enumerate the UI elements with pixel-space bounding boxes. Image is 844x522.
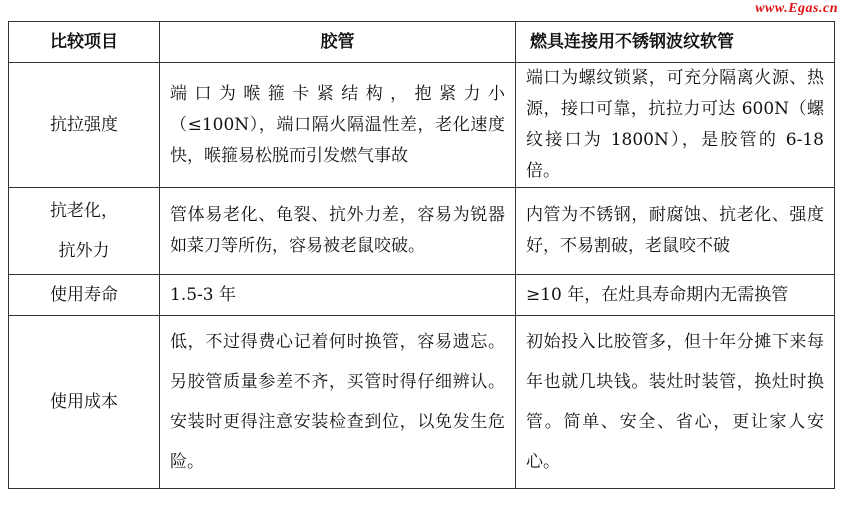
row-item-aging-label: 抗老化，抗外力	[50, 201, 118, 261]
row-item-lifespan: 使用寿命	[9, 275, 160, 316]
cell-steel-aging: 内管为不锈钢，耐腐蚀、抗老化、强度好，不易割破，老鼠咬不破	[516, 188, 835, 275]
table-row	[9, 188, 835, 275]
row-item-aging	[9, 188, 160, 275]
table-row	[9, 63, 835, 188]
table-row	[9, 275, 835, 316]
header-item: 比较项目	[9, 22, 160, 63]
site-watermark: www.Egas.cn	[755, 1, 838, 16]
cell-steel-tensile: 端口为螺纹锁紧，可充分隔离火源、热源，接口可靠，抗拉力可达 600N（螺纹接口为 1800N），是胶管的 6-18 倍。	[516, 63, 835, 188]
cell-rubber-lifespan: 1.5-3 年	[160, 275, 516, 316]
cell-steel-cost-text: 初始投入比胶管多，但十年分摊下来每年也就几块钱。装灶时装管，换灶时换管。简单、安全、省心，更让家人安心。	[526, 332, 824, 472]
row-item-cost: 使用成本	[9, 316, 160, 489]
cell-rubber-cost-text: 低，不过得费心记着何时换管，容易遗忘。另胶管质量参差不齐，买管时得仔细辨认。安装时更得注意安装检查到位，以免发生危险。	[170, 332, 505, 472]
comparison-table	[8, 21, 835, 489]
table-row	[9, 316, 835, 489]
cell-rubber-aging: 管体易老化、龟裂、抗外力差，容易为锐器如菜刀等所伤，容易被老鼠咬破。	[160, 188, 516, 275]
row-item-tensile: 抗拉强度	[9, 63, 160, 188]
cell-rubber-cost	[160, 316, 516, 489]
table-header-row	[9, 22, 835, 63]
cell-rubber-tensile: 端口为喉箍卡紧结构，抱紧力小（≤100N），端口隔火隔温性差，老化速度快，喉箍易松脱而引发燃气事故	[160, 63, 516, 188]
header-rubber-hose: 胶管	[160, 22, 516, 63]
header-steel-hose: 燃具连接用不锈钢波纹软管	[516, 22, 835, 63]
cell-steel-cost	[516, 316, 835, 489]
cell-steel-lifespan: ≥10 年，在灶具寿命期内无需换管	[516, 275, 835, 316]
